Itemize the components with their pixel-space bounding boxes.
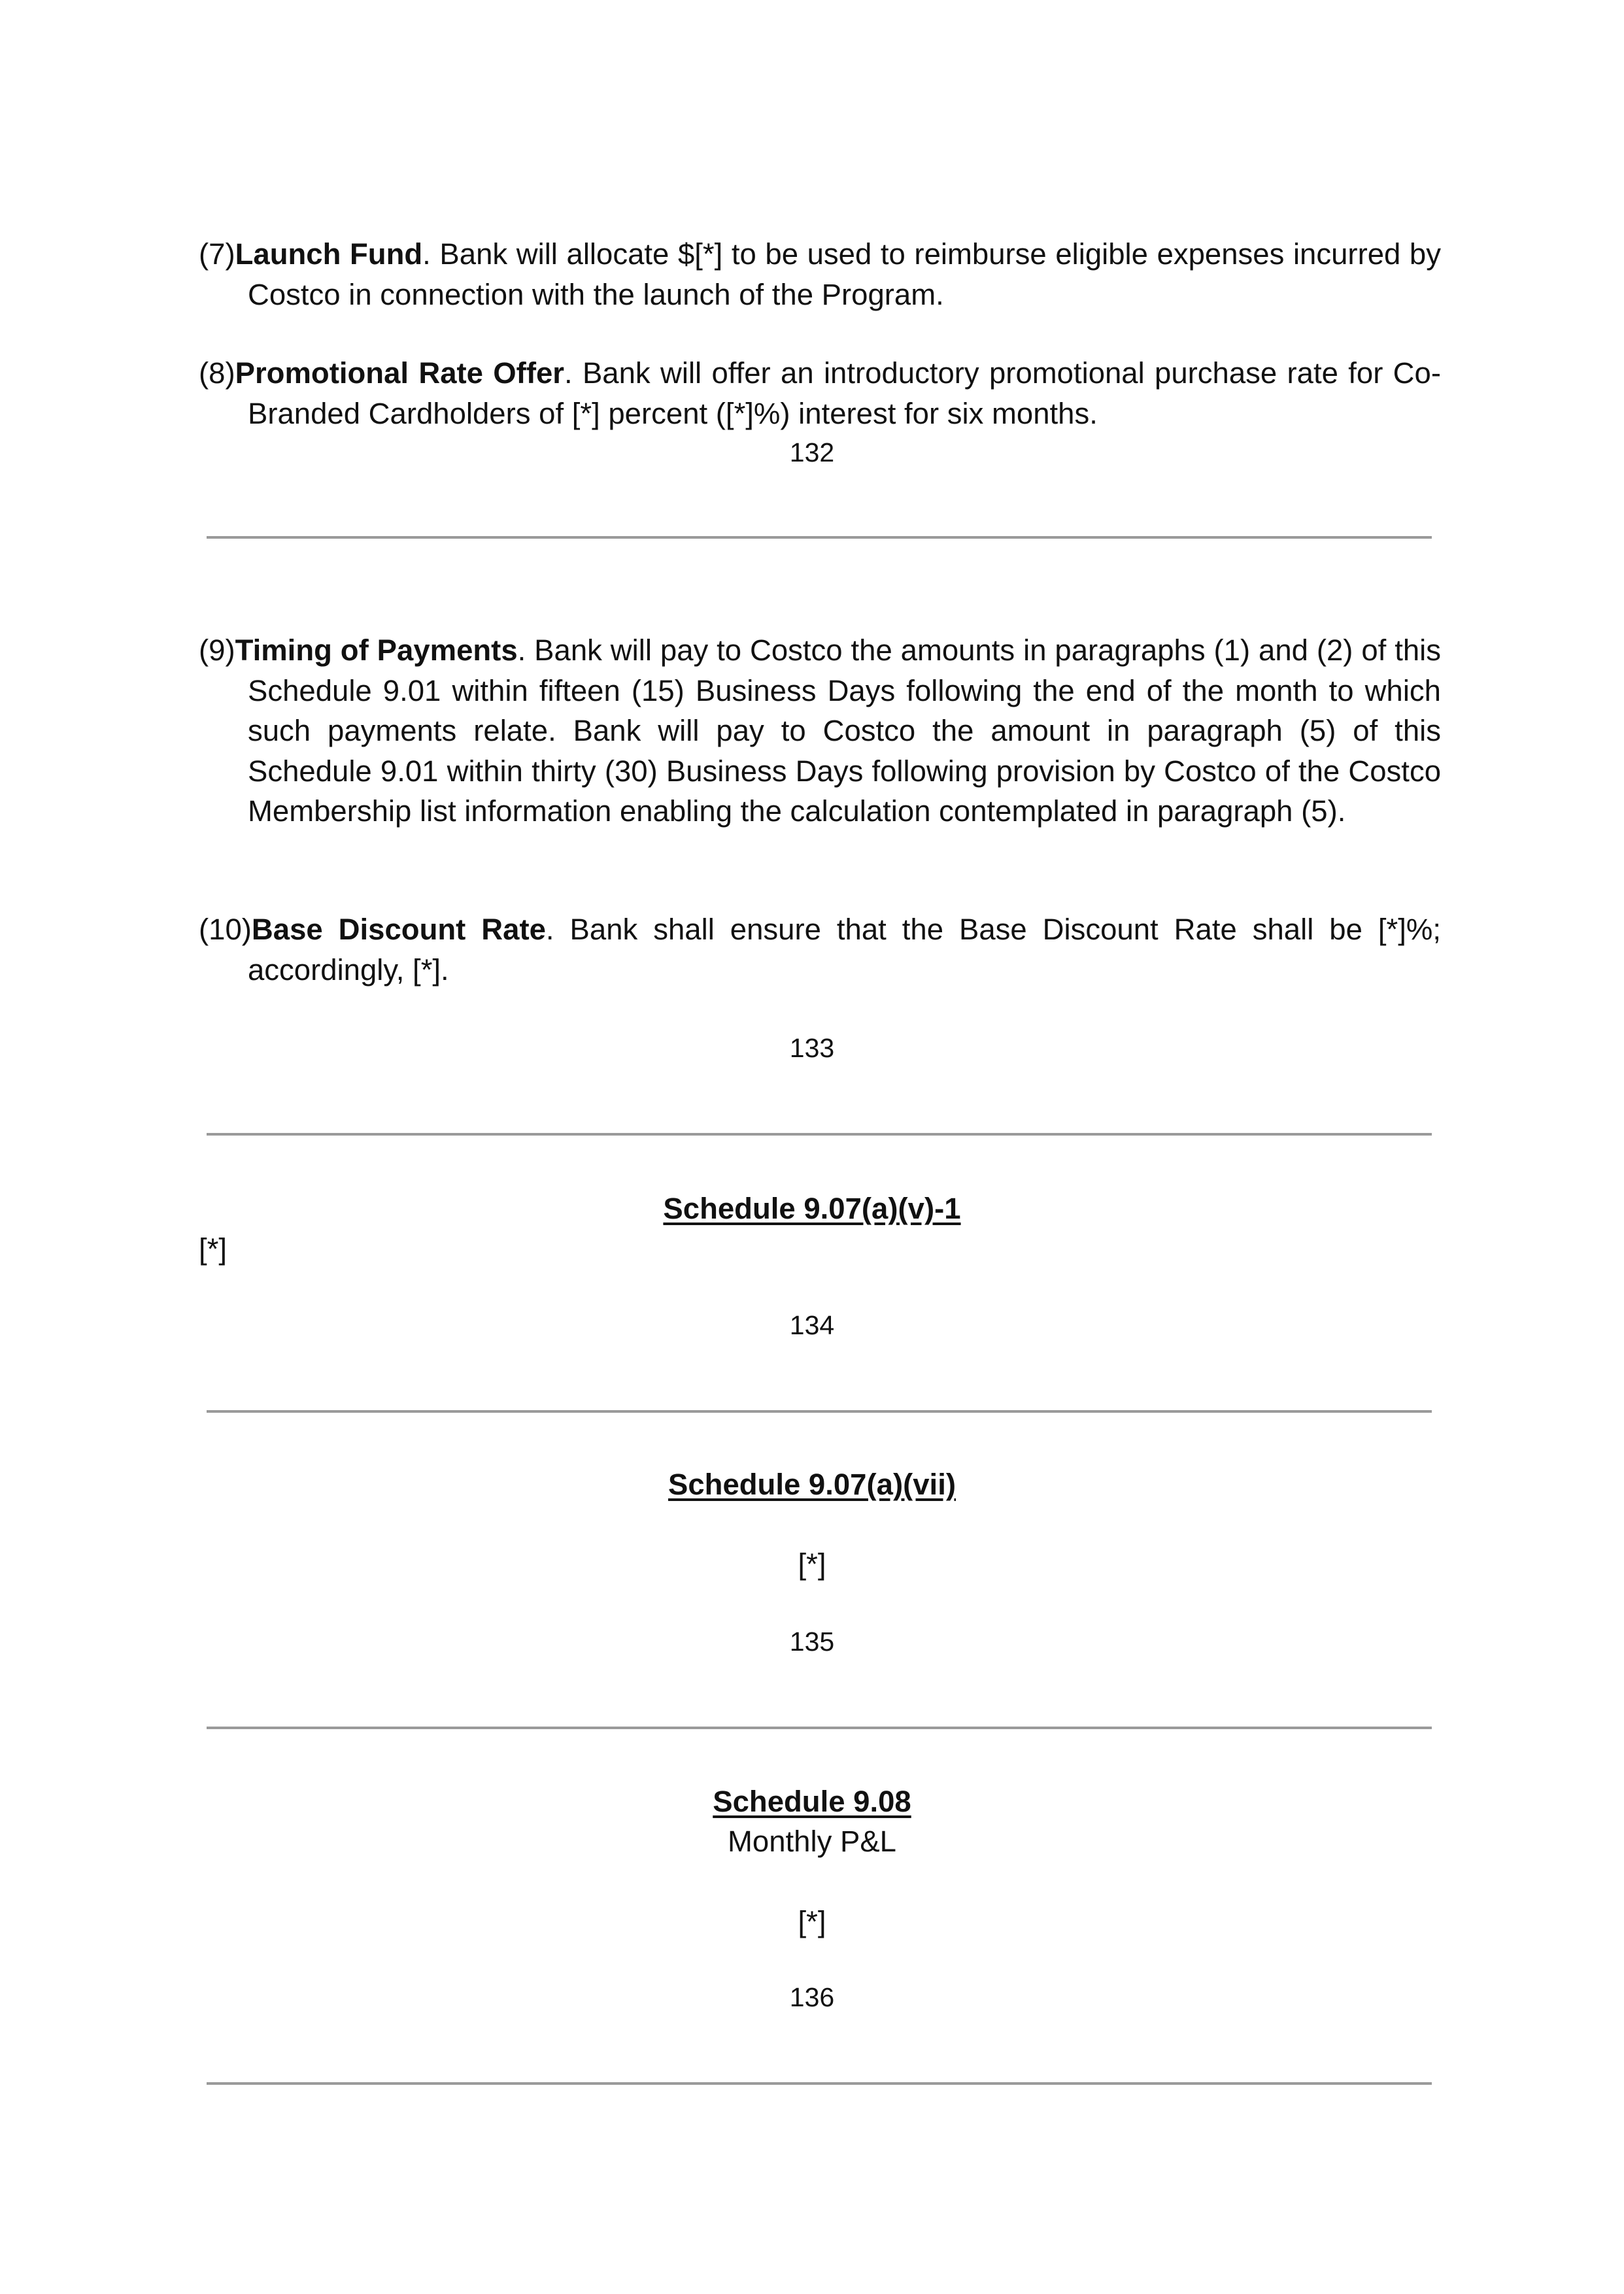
schedule-9-08-body: [*] [798, 1905, 826, 1938]
page-number-135: 135 [789, 1627, 835, 1657]
schedule-9-07-a-vii-title: Schedule 9.07(a)(vii) [668, 1468, 956, 1501]
paragraph-8-title: Promotional Rate Offer [235, 356, 564, 390]
schedule-9-07-a-vii-body: [*] [798, 1547, 826, 1581]
schedule-title [0, 1189, 1624, 1229]
page-number-133: 133 [789, 1033, 835, 1063]
page-divider [207, 1133, 1432, 1136]
paragraph-10-text: . Bank shall ensure that the Base Discount Rate shall be [*]%; accordingly, [*]. [248, 913, 1441, 987]
paragraph-9-number: (9) [199, 633, 235, 667]
paragraph-9-text: . Bank will pay to Costco the amounts in paragraphs (1) and (2) of this Schedule 9.01 within fifteen (15) Business Days following the end of the month to which such payments relate. Bank will pay to Costco the amount in paragraph (5) of this Schedule 9.01 within thirty (30) Business Days following provision by Costco of the Costco Membership list information enabling the calculation contemplated in paragraph (5). [248, 633, 1441, 828]
paragraph-7-number: (7) [199, 237, 235, 271]
schedule-9-07-a-v-1-title: Schedule 9.07(a)(v)-1 [663, 1192, 961, 1225]
schedule-title [0, 1781, 1624, 1822]
schedule-9-08-subtitle: Monthly P&L [728, 1825, 896, 1858]
page-divider [207, 2082, 1432, 2085]
paragraph-10-title: Base Discount Rate [251, 913, 546, 946]
paragraph-10-number: (10) [199, 913, 252, 946]
paragraph-7 [199, 234, 1441, 314]
schedule-9-08-title: Schedule 9.08 [713, 1785, 911, 1818]
paragraph-10 [199, 909, 1441, 990]
paragraph-9 [199, 630, 1441, 832]
paragraph-8-number: (8) [199, 356, 235, 390]
paragraph-7-text: . Bank will allocate $[*] to be used to reimburse eligible expenses incurred by Costco in connection with the launch of the Program. [248, 237, 1441, 311]
page-number-132: 132 [789, 437, 835, 467]
paragraph-8-text: . Bank will offer an introductory promotional purchase rate for Co-Branded Cardholders of [*] percent ([*]%) interest for six months. [248, 356, 1441, 430]
page-divider [207, 1410, 1432, 1413]
page-divider [207, 536, 1432, 539]
paragraph-7-title: Launch Fund [235, 237, 423, 271]
page-number-136: 136 [789, 1982, 835, 2012]
paragraph-8 [199, 353, 1441, 433]
schedule-title [0, 1464, 1624, 1505]
page-number-134: 134 [789, 1310, 835, 1340]
paragraph-9-title: Timing of Payments [235, 633, 518, 667]
page-divider [207, 1727, 1432, 1729]
schedule-9-07-a-v-1-body: [*] [199, 1232, 227, 1266]
